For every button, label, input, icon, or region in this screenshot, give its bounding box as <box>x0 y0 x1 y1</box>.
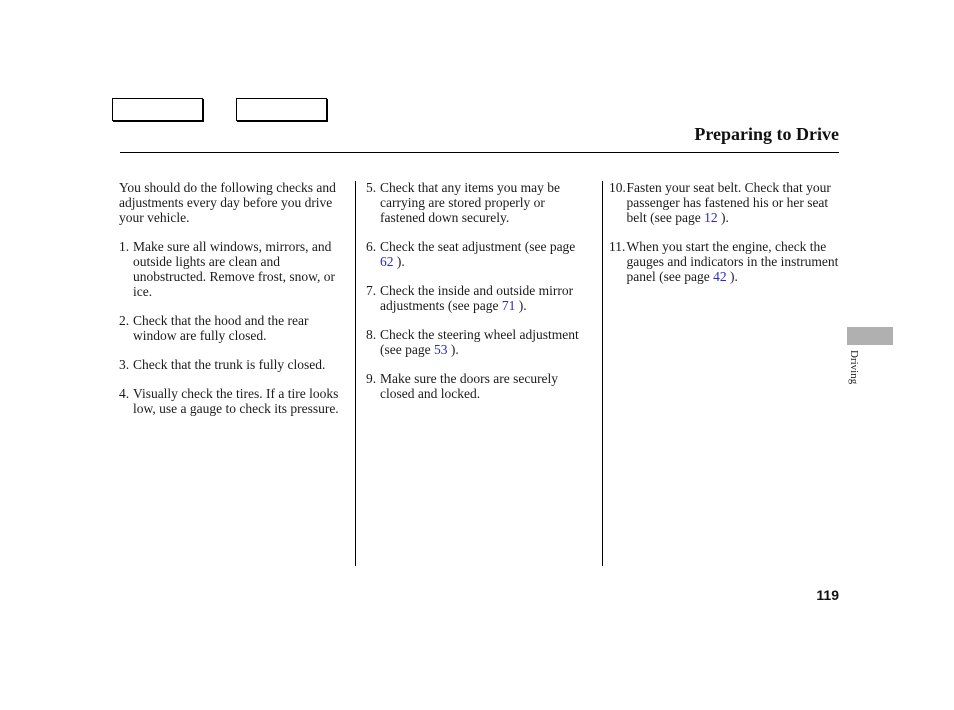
page-number: 119 <box>816 587 839 603</box>
column-divider <box>355 181 356 566</box>
index-button[interactable] <box>236 98 327 121</box>
page-link-53[interactable]: 53 <box>433 342 448 357</box>
item-number: 2. <box>119 313 130 328</box>
item-number: 11. <box>609 239 626 254</box>
item-text: Check that any items you may be carrying are stored properly or fastened down securely. <box>380 180 560 225</box>
list-item <box>366 239 592 269</box>
item-text: Visually check the tires. If a tire looks low, use a gauge to check its pressure. <box>133 386 339 416</box>
list-item <box>366 327 592 357</box>
item-text: Check that the hood and the rear window are fully closed. <box>133 313 309 343</box>
item-text: Check that the trunk is fully closed. <box>133 357 326 372</box>
section-tab[interactable] <box>847 327 893 345</box>
intro-paragraph: You should do the following checks and adjustments every day before you drive your vehicle. <box>119 180 336 225</box>
item-text: Make sure all windows, mirrors, and outside lights are clean and unobstructed. Remove frost, snow, or ice. <box>133 239 335 299</box>
list-item <box>119 386 349 416</box>
item-text-end: ). <box>726 269 738 284</box>
list-item <box>366 371 592 401</box>
section-label: Driving <box>848 350 860 385</box>
item-number: 1. <box>119 239 130 254</box>
title-divider <box>120 152 839 153</box>
item-text-end: ). <box>393 254 405 269</box>
list-item <box>366 180 592 225</box>
item-text-end: ). <box>447 342 459 357</box>
item-number: 9. <box>366 371 377 386</box>
list-item <box>366 283 592 313</box>
list-item <box>119 239 349 299</box>
item-number: 5. <box>366 180 377 195</box>
column-middle <box>366 180 592 415</box>
page-title: Preparing to Drive <box>694 124 839 144</box>
column-right <box>609 180 841 298</box>
item-text: Check the seat adjustment (see page <box>380 239 576 254</box>
page-link-42[interactable]: 42 <box>713 269 727 284</box>
list-item <box>609 180 841 225</box>
column-left <box>119 180 349 430</box>
page-link-71[interactable]: 71 <box>501 298 516 313</box>
page-link-12[interactable]: 12 <box>704 210 718 225</box>
item-number: 4. <box>119 386 130 401</box>
item-text: Check the steering wheel adjustment (see page <box>380 327 579 357</box>
page-link-62[interactable]: 62 <box>380 254 394 269</box>
item-text-end: ). <box>717 210 729 225</box>
list-item <box>119 357 349 372</box>
item-text-end: ). <box>515 298 527 313</box>
list-item <box>609 239 841 284</box>
item-text: Make sure the doors are securely closed and locked. <box>380 371 559 401</box>
main-menu-button[interactable] <box>112 98 203 121</box>
item-text: Check the inside and outside mirror adjustments (see page <box>380 283 574 313</box>
item-text: When you start the engine, check the gauges and indicators in the instrument panel (see page <box>626 239 839 284</box>
item-number: 10. <box>609 180 626 195</box>
list-item <box>119 313 349 343</box>
item-number: 8. <box>366 327 377 342</box>
item-text: Fasten your seat belt. Check that your passenger has fastened his or her seat belt (see page <box>626 180 831 225</box>
item-number: 3. <box>119 357 130 372</box>
column-divider <box>602 181 603 566</box>
item-number: 6. <box>366 239 377 254</box>
item-number: 7. <box>366 283 377 298</box>
